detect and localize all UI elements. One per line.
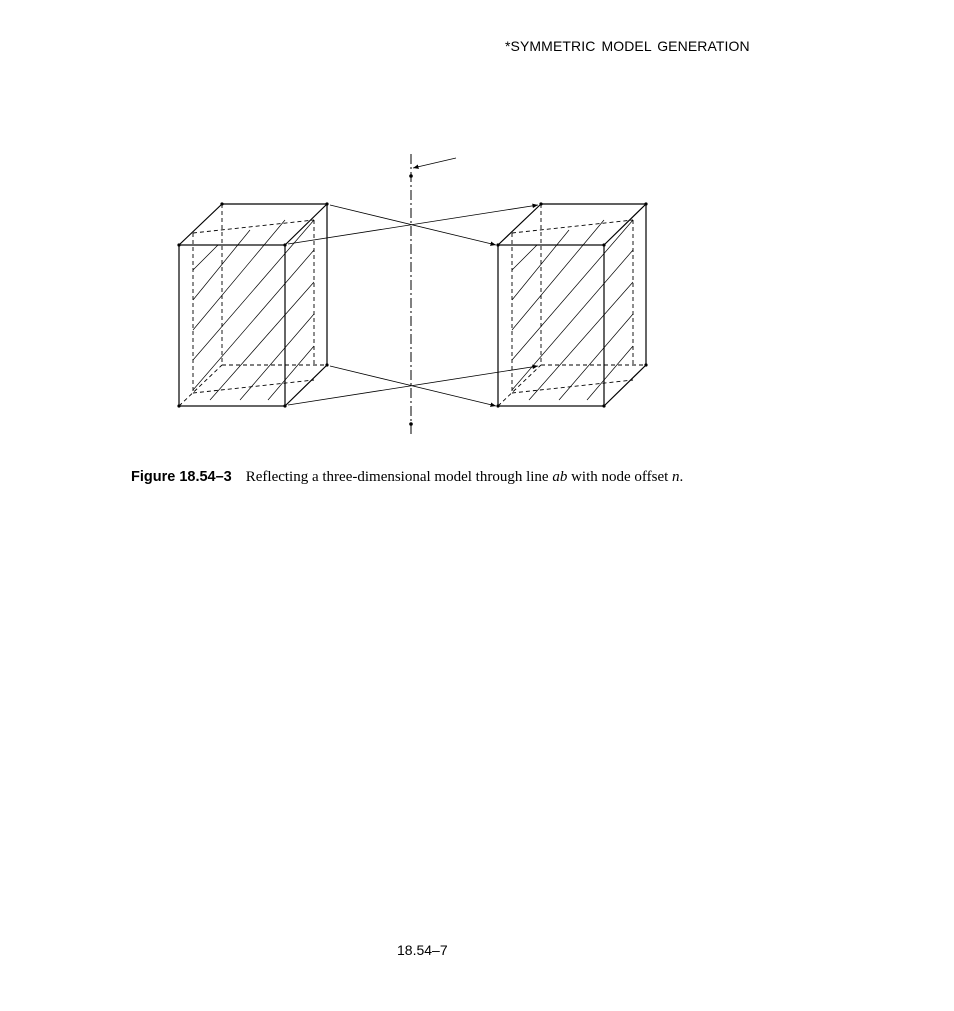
reflection-line-ab [409,154,456,436]
caption-text-end: . [679,469,684,485]
right-model-box [496,202,647,408]
caption-n: n [672,469,680,485]
page-number: 18.54–7 [397,942,448,958]
running-header: *SYMMETRIC MODEL GENERATION [505,38,750,54]
mapping-arrows [288,205,538,406]
left-hatching [193,220,320,408]
caption-text: Reflecting a three-dimensional model through line [245,469,553,485]
left-model-box [177,202,328,408]
caption-ab: ab [552,469,568,485]
figure-caption [131,469,683,486]
caption-text-middle: with node offset [567,469,673,485]
right-hatching [512,220,639,408]
caption-label: Figure 18.54–3 [131,469,232,485]
